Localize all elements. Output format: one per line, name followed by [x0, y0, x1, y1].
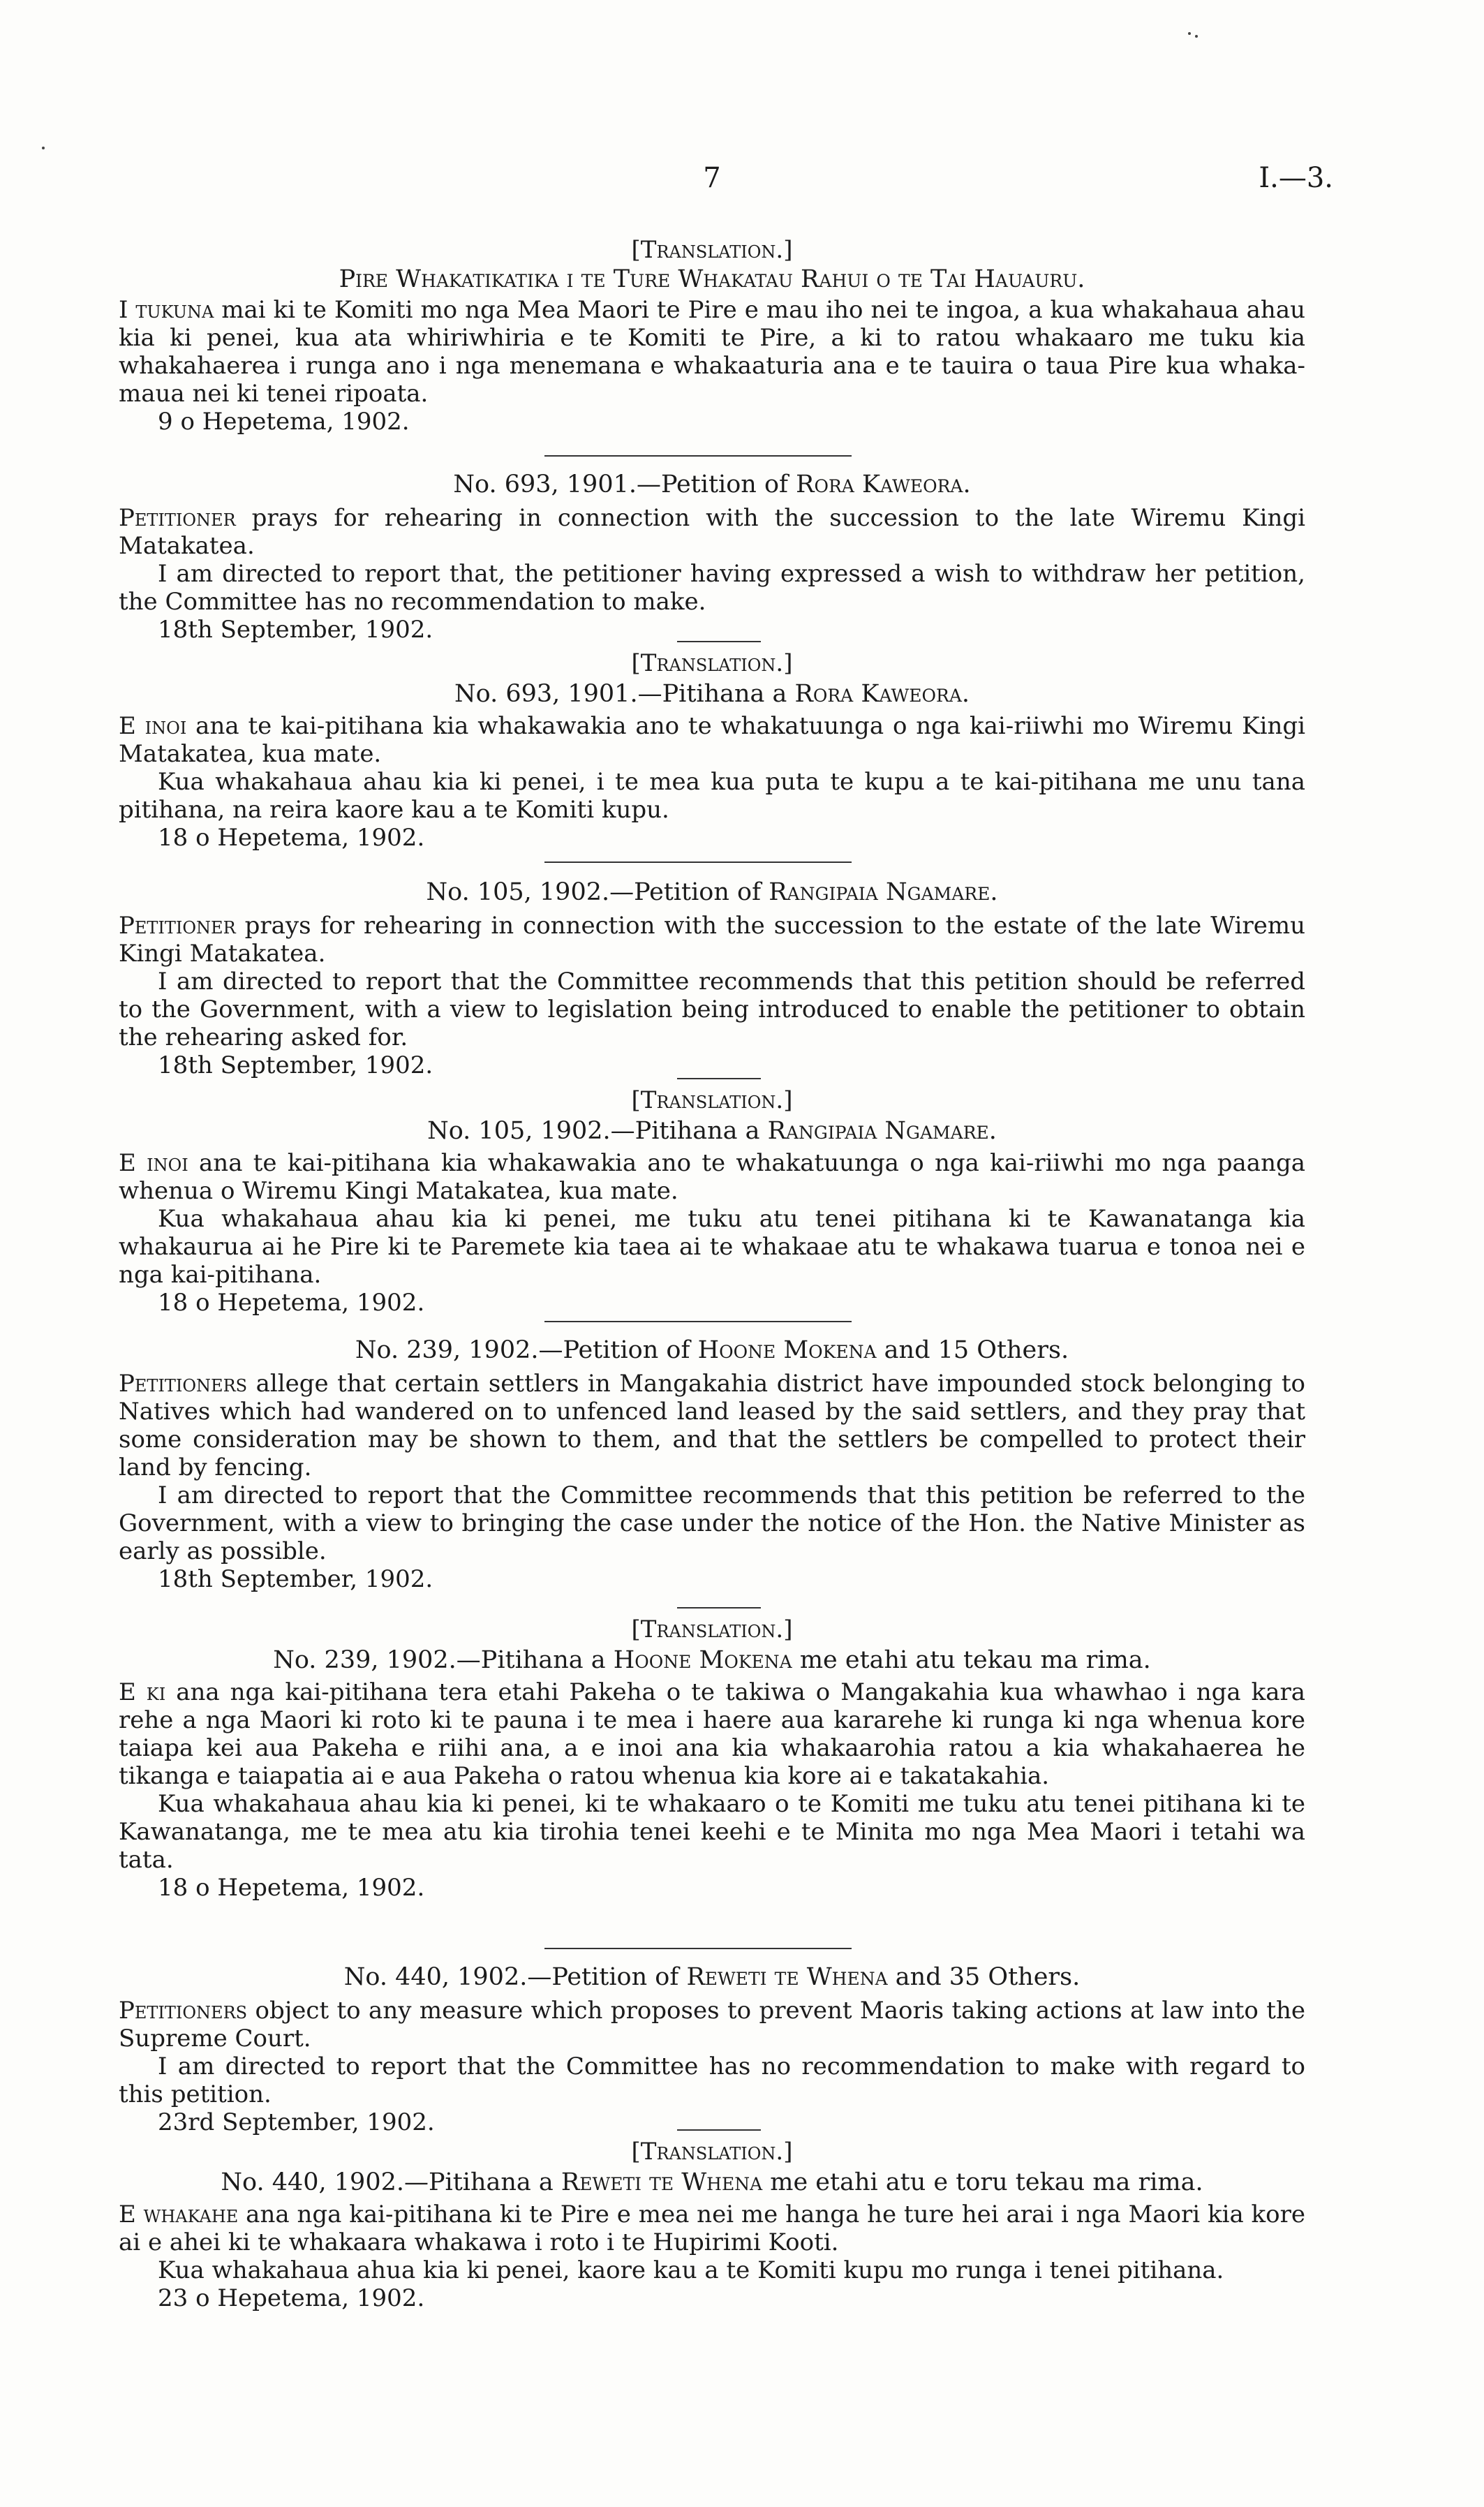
date: 9 o Hepetema, 1902. — [158, 408, 410, 436]
pitihana-report: Kua whakahaua ahua kia ki penei, kaore kau a te Komiti kupu mo runga i tenei pitihana. — [158, 2256, 1224, 2284]
pitihana-prayer: E inoi ana te kai-pitihana kia whakawakia ano te whakatuunga o nga kai-riiwhi mo nga paanga whenua o Wiremu Kingi Matakatea, kua mate. — [119, 1149, 1306, 1205]
petition-section — [119, 878, 1305, 1079]
date: 23 o Hepetema, 1902. — [158, 2284, 425, 2312]
petition-title: No. 440, 1902.—Petition of Reweti te Whena and 35 Others. — [343, 1963, 1081, 1991]
committee-report: I am directed to report that the Committee recommends that this petition should be referred to the Government, with a view to legislation being introduced to enable the petitioner to obtain the rehearing asked for. — [119, 968, 1305, 1051]
committee-report: I am directed to report that the Committee has no recommendation to make with regard to this petition. — [119, 2053, 1305, 2108]
pitihana-title: No. 440, 1902.—Pitihana a Reweti te Whena me etahi atu e toru tekau ma rima. — [221, 2168, 1203, 2196]
date: 18 o Hepetema, 1902. — [158, 824, 425, 852]
petition-prayer: Petitioners allege that certain settlers in Mangakahia district have impounded stock belonging to Natives which had wandered on to unfenced land leased by the said settlers, and they pray that some consideration may be shown to them, and that the settlers be compelled to protect their land by fencing. — [119, 1370, 1305, 1481]
translation-label: [Translation.] — [631, 1615, 793, 1643]
translation-label: [Translation.] — [631, 649, 793, 677]
pitihana-title: No. 239, 1902.—Pitihana a Hoone Mokena me etahi atu tekau ma rima. — [273, 1646, 1151, 1674]
petition-title: No. 239, 1902.—Petition of Hoone Mokena and 15 Others. — [355, 1336, 1069, 1364]
committee-report: I am directed to report that the Committee recommends that this petition be referred to the Government, with a view to bringing the case under the notice of the Hon. the Native Minister as early as possible. — [119, 1481, 1305, 1565]
petition-prayer: Petitioner prays for rehearing in connection with the succession to the estate of the late Wiremu Kingi Matakatea. — [119, 912, 1305, 968]
section-divider — [544, 455, 852, 457]
petition-title: No. 105, 1902.—Petition of Rangipaia Ngamare. — [426, 878, 998, 906]
pitihana-prayer: E ki ana nga kai-pitihana tera etahi Pakeha o te takiwa o Mangakahia kua whawhao i nga kara rehe a nga Maori ki roto ki te pauna i te mea i haere aua kararehe ki runga ki nga whenua kore taiapa kei aua Pakeha e riihi ana, a e inoi ana kia whakaarohia ratou a kia whakahaerea he tikanga e taiapatia ai e aua Pakeha o ratou whenua kia kore ai e takatakahia. — [119, 1678, 1306, 1790]
bill-title: Pire Whakatikatika i te Ture Whakatau Rahui o te Tai Hauauru. — [339, 265, 1085, 293]
pitihana-report: Kua whakahaua ahau kia ki penei, me tuku atu tenei pitihana ki te Kawanatanga kia whakaurua ai he Pire ki te Paremete kia taea ai te whakaae atu te whakawa tuarua e tonoa nei e nga kai-pitihana. — [119, 1205, 1305, 1289]
pitihana-prayer: E inoi ana te kai-pitihana kia whakawakia ano te whakatuunga o nga kai-riiwhi mo Wiremu Kingi Matakatea, kua mate. — [119, 712, 1305, 768]
translation-label: [Translation.] — [631, 236, 793, 264]
pitihana-title: No. 693, 1901.—Pitihana a Rora Kaweora. — [454, 680, 970, 708]
petition-title: No. 693, 1901.—Petition of Rora Kaweora. — [453, 471, 971, 498]
petition-prayer: Petitioner prays for rehearing in connection with the succession to the late Wiremu Kingi Matakatea. — [119, 504, 1305, 560]
date: 18th September, 1902. — [158, 1051, 433, 1079]
scan-speck — [1188, 32, 1191, 35]
translation-section — [119, 2138, 1305, 2312]
date: 18 o Hepetema, 1902. — [158, 1289, 425, 1317]
pitihana-report: Kua whakahaua ahau kia ki penei, ki te whakaaro o te Komiti me tuku atu tenei pitihana ki te Kawanatanga, me te mea atu kia tirohia tenei keehi e te Minita mo nga Mea Maori i tetahi wa tata. — [119, 1790, 1305, 1874]
short-divider — [677, 1078, 761, 1079]
translation-section — [119, 1615, 1305, 1902]
page-header — [119, 162, 1333, 204]
pitihana-report: Kua whakahaua ahau kia ki penei, i te mea kua puta te kupu a te kai-pitihana me unu tana pitihana, na reira kaore kau a te Komiti kupu. — [119, 768, 1305, 824]
translation-label: [Translation.] — [631, 2138, 793, 2166]
page-number: 7 — [703, 162, 721, 194]
section-divider — [544, 1948, 852, 1949]
short-divider — [677, 1607, 761, 1609]
date: 18th September, 1902. — [158, 616, 433, 644]
intro-paragraph: I tukuna mai ki te Komiti mo nga Mea Maori te Pire e mau iho nei te ingoa, a kua whakahaua ahau kia ki penei, kua ata whiriwhiria e te Komiti te Pire, a ki to ratou whakaaro me tuku kia whakahaerea i runga ano i nga menemana e whakaaturia ana e te tauira o taua Pire kua whaka-maua nei ki tenei ripoata. 9 o Hepetema, 1902. — [119, 296, 1305, 436]
date: 23rd September, 1902. — [158, 2108, 435, 2136]
petition-section — [119, 1963, 1305, 2136]
translation-section — [119, 649, 1305, 852]
scan-speck — [42, 147, 45, 149]
scan-speck — [1195, 35, 1198, 38]
date: 18th September, 1902. — [158, 1565, 433, 1593]
lead-word: I tukuna — [119, 296, 214, 324]
pitihana-title: No. 105, 1902.—Pitihana a Rangipaia Ngamare. — [427, 1117, 997, 1145]
short-divider — [677, 641, 761, 642]
pitihana-prayer: E whakahe ana nga kai-pitihana ki te Pire e mea nei me hanga he ture hei arai i nga Maori kia kore ai e ahei ki te whakaara whakawa i roto i te Hupirimi Kooti. — [119, 2201, 1306, 2256]
section-divider — [544, 1321, 852, 1322]
committee-report: I am directed to report that, the petitioner having expressed a wish to withdraw her petition, the Committee has no recommendation to make. — [119, 560, 1305, 616]
section-divider — [544, 861, 852, 863]
translation-label: [Translation.] — [631, 1086, 793, 1114]
date: 18 o Hepetema, 1902. — [158, 1874, 425, 1902]
short-divider — [677, 2129, 761, 2131]
paper-reference: I.—3. — [1259, 162, 1333, 194]
petition-section — [119, 471, 1305, 644]
petition-prayer: Petitioners object to any measure which proposes to prevent Maoris taking actions at law into the Supreme Court. — [119, 1997, 1305, 2053]
translation-section — [119, 1086, 1305, 1317]
petition-section — [119, 1336, 1305, 1593]
